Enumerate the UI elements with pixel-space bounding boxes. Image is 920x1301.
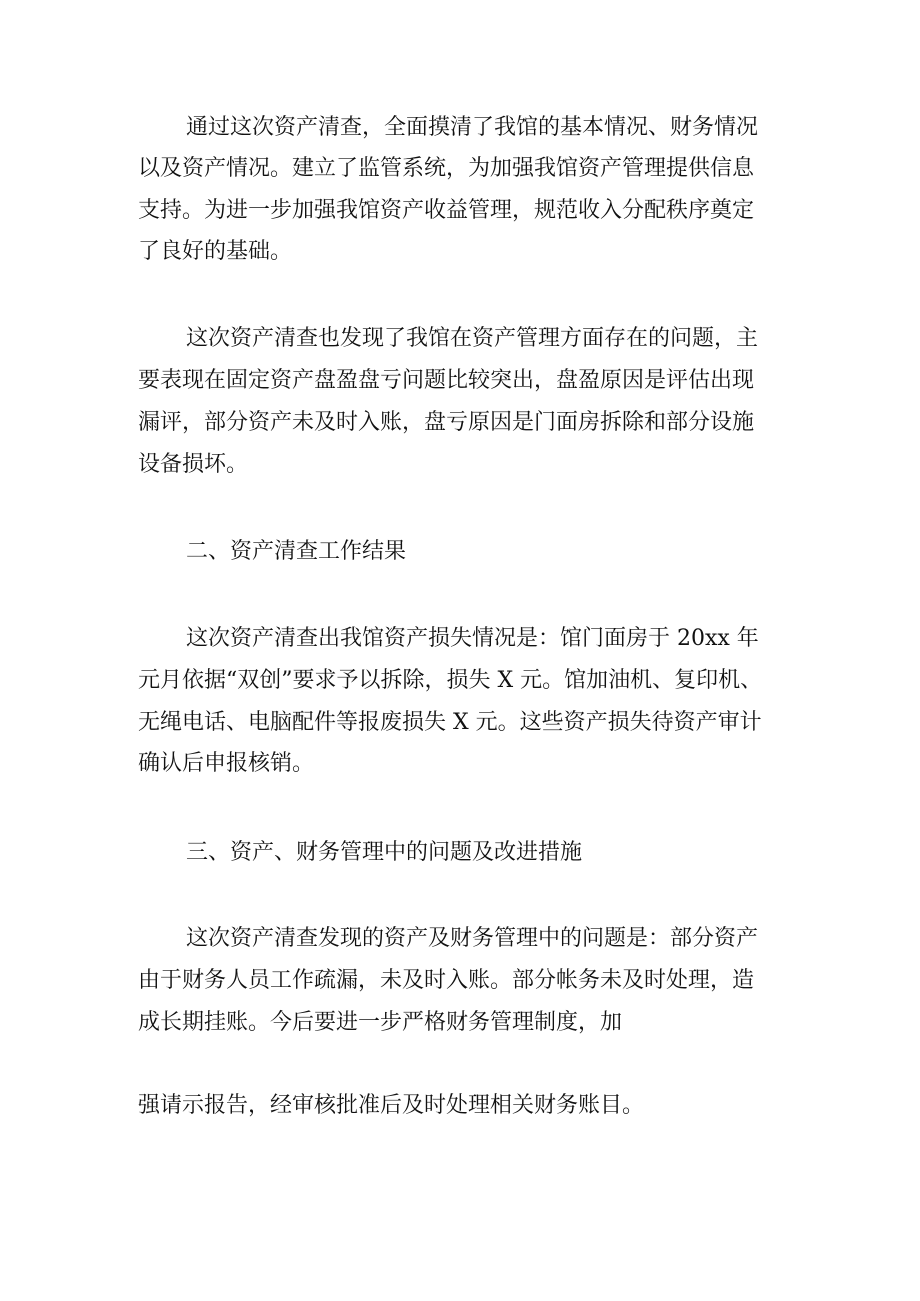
paragraph-4-line-2: 由于财务人员工作疏漏，未及时入账。部分帐务未及时处理，造 (138, 968, 755, 993)
paragraph-4-line-1: 这次资产清查发现的资产及财务管理中的问题是：部分资产 (186, 926, 759, 951)
paragraph-4-line-3: 成长期挂账。今后要进一步严格财务管理制度，加 (138, 1010, 623, 1035)
paragraph-3-line-4: 确认后申报核销。 (138, 751, 315, 776)
paragraph-2-line-2: 要表现在固定资产盘盈盘亏问题比较突出，盘盈原因是评估出现 (138, 368, 755, 393)
paragraph-2-line-4: 设备损坏。 (138, 452, 249, 477)
paragraph-5-line-1: 强请示报告，经审核批准后及时处理相关财务账目。 (138, 1093, 645, 1118)
paragraph-3-line-2: 元月依据“双创”要求予以拆除，损失 X 元。馆加油机、复印机、 (138, 668, 763, 693)
paragraph-3-line-1: 这次资产清查出我馆资产损失情况是：馆门面房于 20xx 年 (186, 626, 759, 651)
paragraph-1-line-2: 以及资产情况。建立了监管系统，为加强我馆资产管理提供信息 (138, 156, 755, 181)
paragraph-2-line-1: 这次资产清查也发现了我馆在资产管理方面存在的问题，主 (186, 326, 759, 351)
paragraph-1-line-4: 了良好的基础。 (138, 239, 293, 264)
section-heading-results: 二、资产清查工作结果 (186, 539, 407, 564)
paragraph-1-line-1: 通过这次资产清查，全面摸清了我馆的基本情况、财务情况 (186, 115, 759, 140)
paragraph-3-line-3: 无绳电话、电脑配件等报废损失 X 元。这些资产损失待资产审计 (138, 710, 762, 735)
paragraph-2-line-3: 漏评，部分资产未及时入账，盘亏原因是门面房拆除和部分设施 (138, 410, 755, 435)
paragraph-1-line-3: 支持。为进一步加强我馆资产收益管理，规范收入分配秩序奠定 (138, 198, 755, 223)
section-heading-problems: 三、资产、财务管理中的问题及改进措施 (186, 840, 583, 865)
